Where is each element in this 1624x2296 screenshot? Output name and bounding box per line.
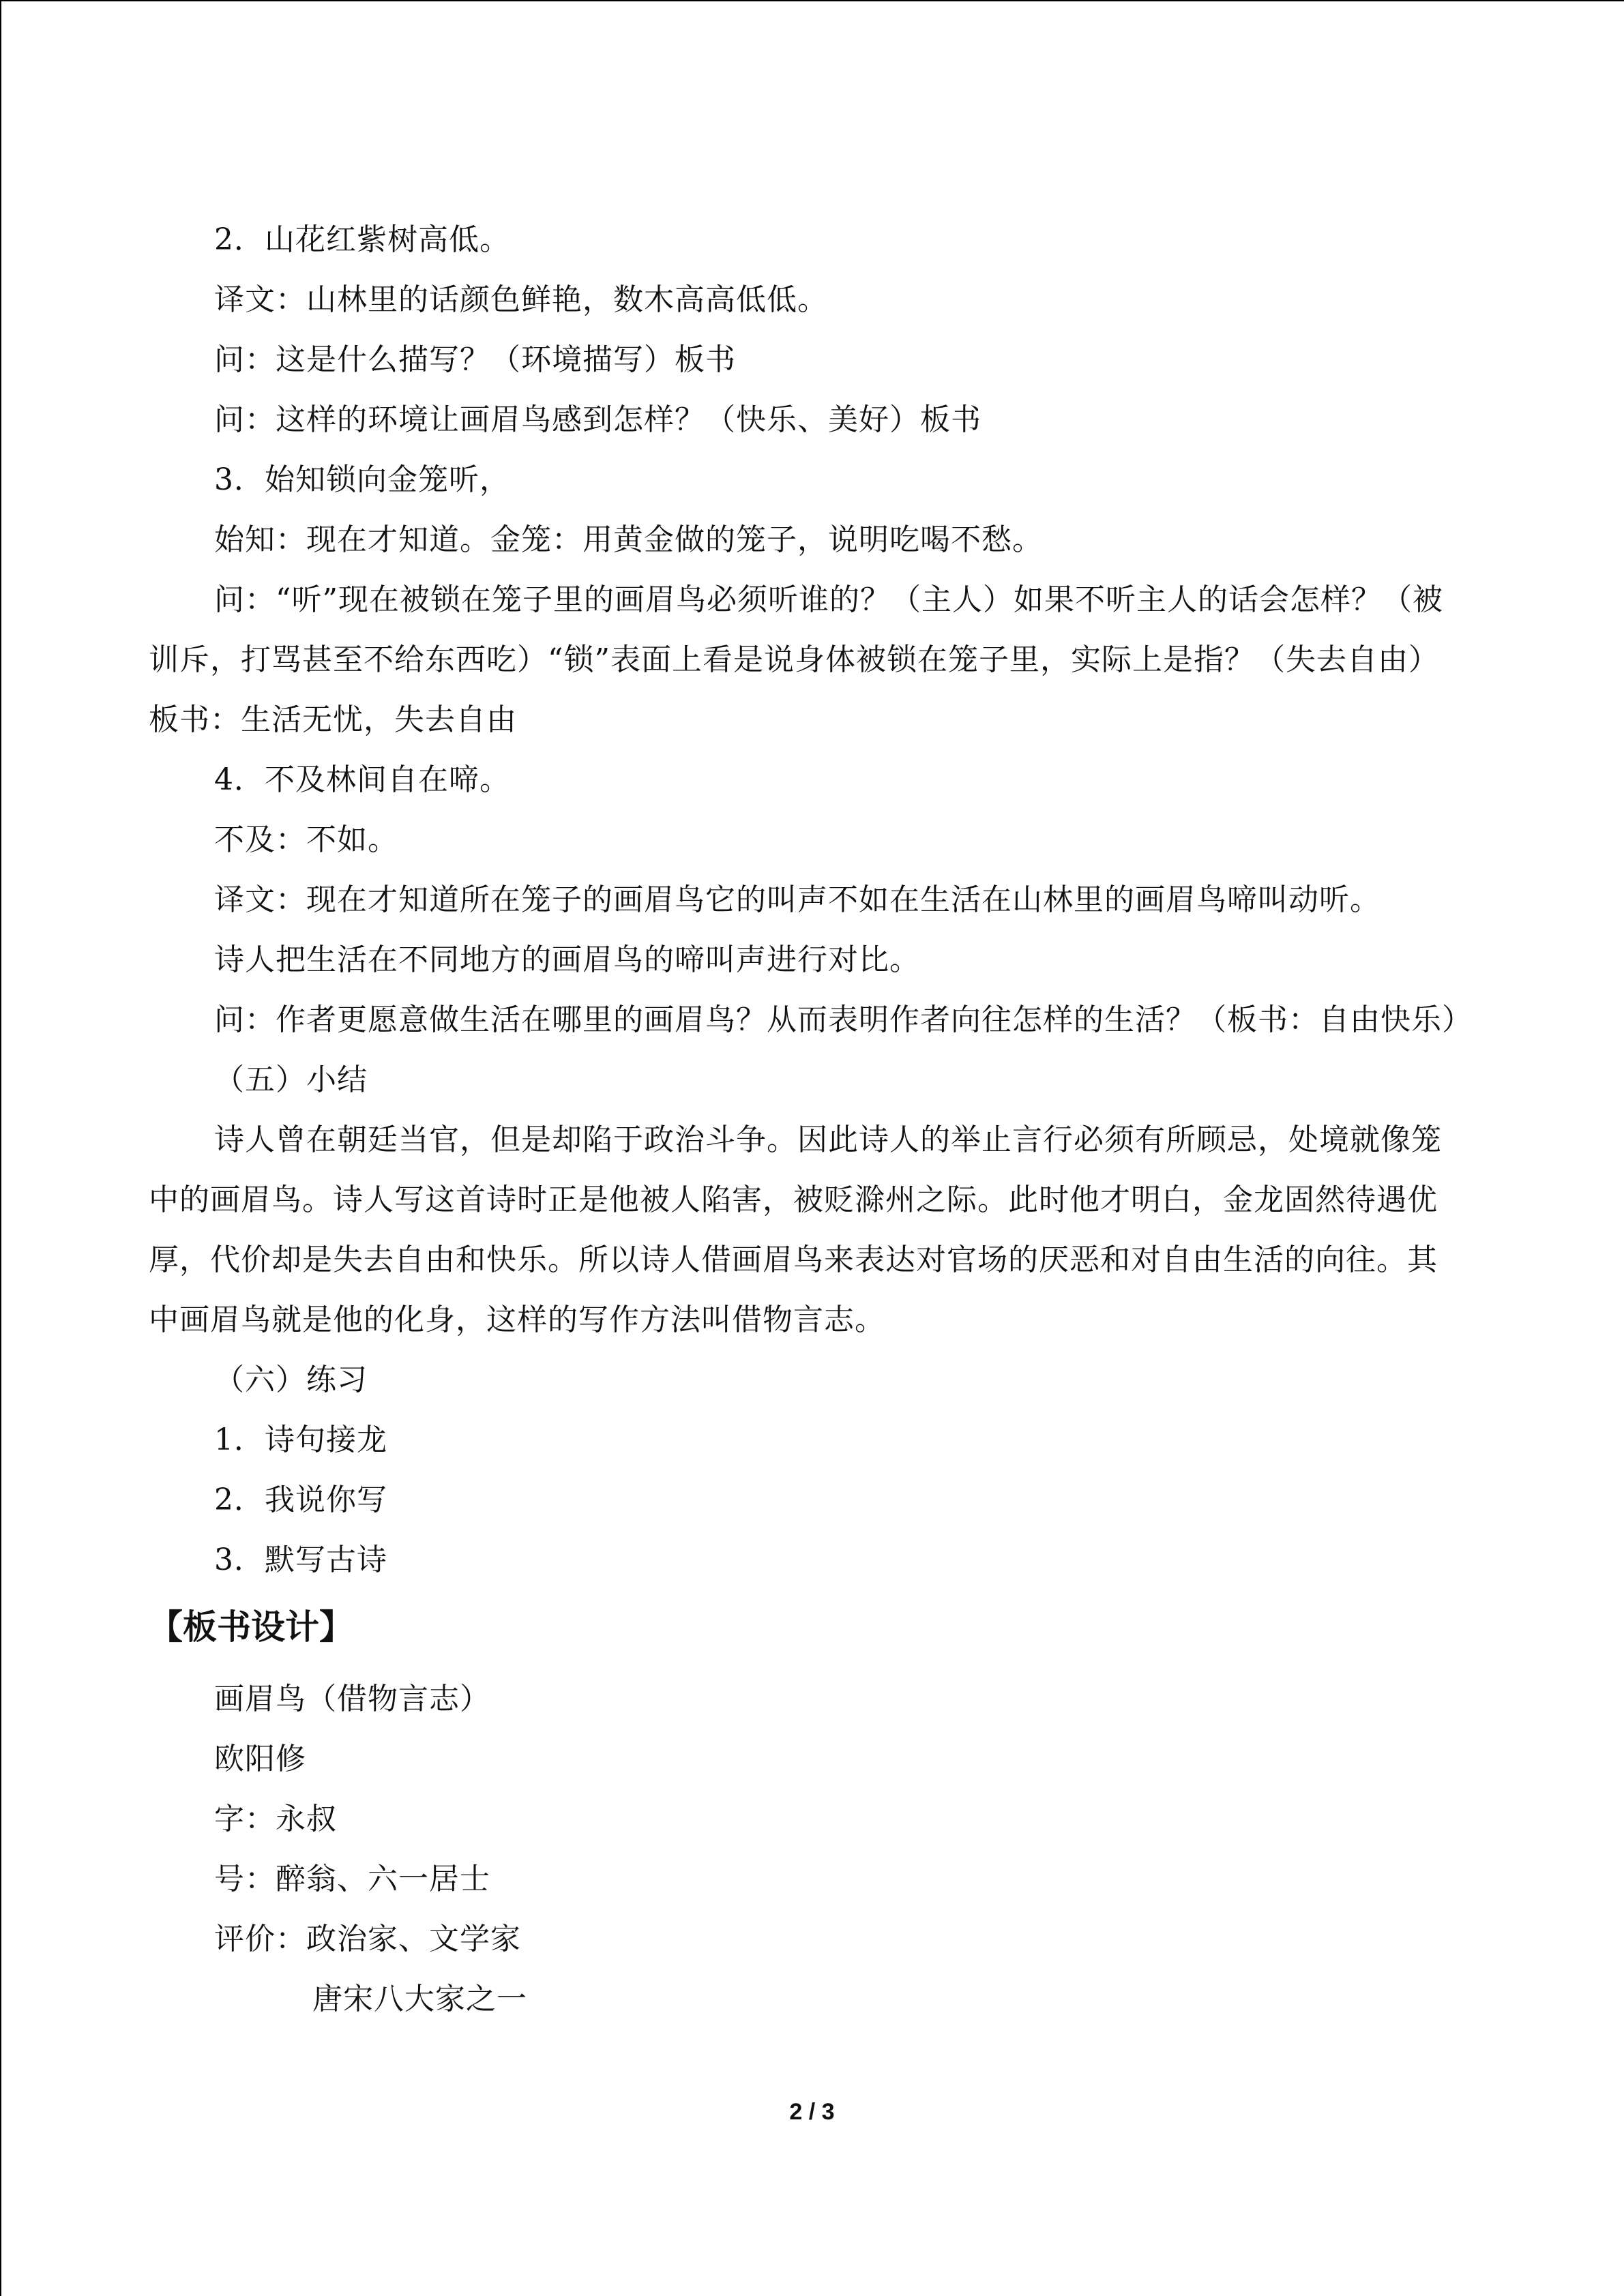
paragraph: 译文：现在才知道所在笼子的画眉鸟它的叫声不如在生活在山林里的画眉鸟啼叫动听。: [214, 882, 1381, 917]
paragraph: 3．始知锁向金笼听，: [214, 462, 510, 497]
board-line: 欧阳修: [214, 1742, 306, 1776]
paragraph: 2．山花红紫树高低。: [214, 222, 510, 257]
document-body: [149, 210, 1473, 2029]
paragraph: 诗人把生活在不同地方的画眉鸟的啼叫声进行对比。: [214, 942, 920, 977]
paragraph: 问：这是什么描写？（环境描写）板书: [214, 342, 736, 377]
paragraph: 诗人曾在朝廷当官，但是却陷于政治斗争。因此诗人的举止言行必须有所顾忌，处境就像笼中的画眉鸟。诗人写这首诗时正是他被人陷害，被贬滁州之际。此时他才明白，金龙固然待遇优厚，代价却是失去自由和快乐。所以诗人借画眉鸟来表达对官场的厌恶和对自由生活的向往。其中画眉鸟就是他的化身，这样的写作方法叫借物言志。: [149, 1122, 1442, 1337]
board-line: 字：永叔: [214, 1802, 337, 1836]
paragraph: 问：这样的环境让画眉鸟感到怎样？（快乐、美好）板书: [214, 402, 981, 437]
paragraph: 译文：山林里的话颜色鲜艳，数木高高低低。: [214, 282, 828, 317]
list-item: 3．默写古诗: [214, 1542, 387, 1577]
board-line: 号：醉翁、六一居士: [214, 1862, 490, 1896]
page-number: 2 / 3: [789, 2099, 835, 2125]
board-line: 评价：政治家、文学家: [214, 1922, 521, 1956]
section-heading-summary: （五）小结: [214, 1062, 368, 1097]
paragraph: 4．不及林间自在啼。: [214, 762, 510, 797]
board-line: 画眉鸟（借物言志）: [214, 1682, 490, 1716]
paragraph: 问：作者更愿意做生活在哪里的画眉鸟？从而表明作者向往怎样的生活？（板书：自由快乐）: [214, 1002, 1473, 1037]
paragraph: 问：“听”现在被锁在笼子里的画眉鸟必须听谁的？（主人）如果不听主人的话会怎样？（被训斥，打骂甚至不给东西吃）“锁”表面上看是说身体被锁在笼子里，实际上是指？（失去自由）板书：生活无忧，失去自由: [149, 582, 1443, 737]
board-design-heading: 【板书设计】: [149, 1607, 353, 1647]
paragraph: 始知：现在才知道。金笼：用黄金做的笼子，说明吃喝不愁。: [214, 522, 1043, 557]
board-line-sub: 唐宋八大家之一: [312, 1982, 527, 2016]
list-item: 2．我说你写: [214, 1482, 387, 1517]
paragraph: 不及：不如。: [214, 822, 398, 857]
list-item: 1．诗句接龙: [214, 1422, 387, 1457]
section-heading-practice: （六）练习: [214, 1362, 368, 1397]
